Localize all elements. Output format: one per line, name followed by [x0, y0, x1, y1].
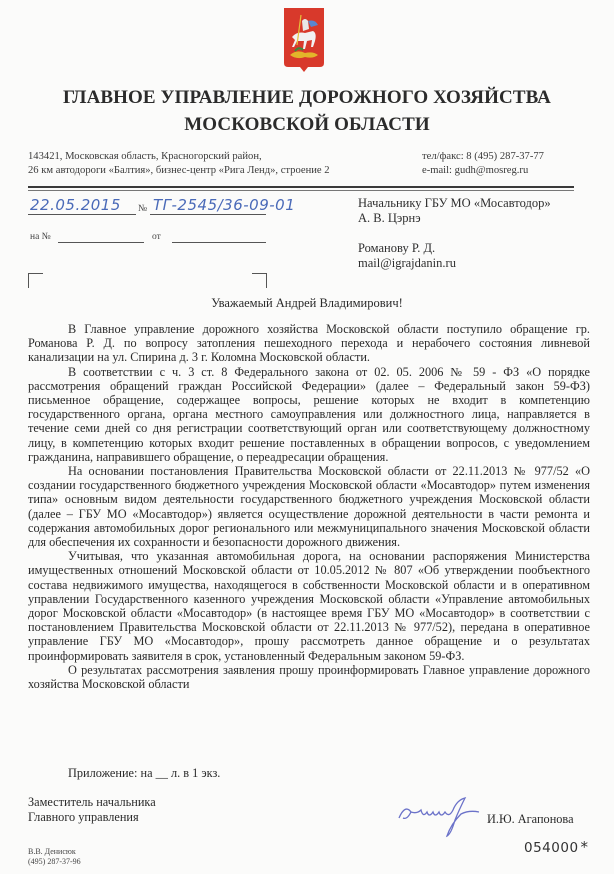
asterisk-icon: * [580, 838, 589, 856]
postal-address [28, 150, 330, 177]
handwritten-outgoing-number: ТГ-2545/36-09-01 [153, 196, 296, 214]
executor-info [28, 847, 81, 867]
contact-info [422, 150, 544, 177]
paragraph-5: О результатах рассмотрения заявления прошу проинформировать Главное управление дорожного хозяйства Московской области [28, 662, 590, 692]
attachment-note: Приложение: на __ л. в 1 экз. [68, 766, 221, 780]
paragraph-4: Учитывая, что указанная автомобильная дорога, на основании распоряжения Министерства имущественных отношений Московской области от 10.05.2012 № 807 «Об утверждении пообъектного состава недвижимого имущества, находящегося в собственности Московской области и в оперативном управлении Государственного казенного учреждения Московской области «Управление автомобильных дорог Московской области «Мосавтодор» (в настоящее время ГБУ МО «Мосавтодор» в соответствии с постановлением Правительства Московской области от 22.11.2013 № 977/52), передана в оперативное управление ГБУ МО «Мосавтодор», прошу рассмотреть данное обращение и о результатах проинформировать заявителя в срок, установленный Федеральным законом 59-ФЗ. [28, 549, 590, 663]
salutation: Уважаемый Андрей Владимирович! [211, 296, 403, 310]
phone-fax: тел/факс: 8 (495) 287-37-77 [422, 151, 544, 162]
executor-name: В.В. Денисюк [28, 847, 76, 856]
register-code [524, 838, 589, 856]
paragraph-1: В Главное управление дорожного хозяйства Московской области поступило обращение гр. Романова Р. Д. по вопросу затопления пешеходного перехода и нерабочего состояния ливневой канализации на ул. Спирина д. 3 г. Коломна Московской области. [28, 322, 590, 365]
signer-name: И.Ю. Агапонова [487, 812, 574, 826]
address-line2: 26 км автодороги «Балтия», бизнес-центр «Рига Ленд», строение 2 [28, 164, 330, 176]
letter-body [28, 322, 590, 691]
reference-number-label: на № [30, 232, 51, 242]
recipient-block-1 [358, 196, 551, 226]
number-underline [150, 214, 266, 215]
address-corner-left [28, 273, 43, 288]
applicant-email: mail@igrajdanin.ru [358, 256, 456, 270]
signer-position-line1: Заместитель начальника [28, 795, 156, 809]
signer-position-line2: Главного управления [28, 810, 139, 824]
recipient-block-2 [358, 241, 456, 271]
email-address: e-mail: gudh@mosreg.ru [422, 164, 529, 176]
address-line1: 143421, Московская область, Красногорский район, [28, 151, 262, 162]
organization-title-line1: ГЛАВНОЕ УПРАВЛЕНИЕ ДОРОЖНОГО ХОЗЯЙСТВА [62, 87, 551, 108]
date-underline [28, 214, 136, 215]
handwritten-date: 22.05.2015 [30, 196, 121, 214]
recipient-title: Начальнику ГБУ МО «Мосавтодор» [358, 196, 551, 210]
reference-date-label: от [152, 232, 161, 242]
number-label: № [138, 204, 148, 214]
paragraph-2: В соответствии с ч. 3 ст. 8 Федерального закона от 02. 05. 2006 № 59 - ФЗ «О порядке рассмотрения обращений граждан Российской Федерации» (далее – Федеральный закон 59-ФЗ) письменное обращение, содержащее вопросы, решение которых не входит в компетенцию государственного органа, органа местного самоуправления или должностного лица, направляется в течение семи дней со дня регистрации соответствующий орган или соответствующему должностному лицу, в компетенцию которых входит решение поставленных в обращении вопросов, с уведомлением гражданина, направившего обращение, о переадресации обращения. [28, 364, 590, 464]
applicant-name: Романову Р. Д. [358, 241, 436, 255]
register-code-number: 054000 [524, 840, 579, 856]
executor-phone: (495) 287-37-96 [28, 857, 81, 866]
reference-number-blank [58, 242, 144, 243]
header-divider-thick [28, 186, 574, 188]
paragraph-3: На основании постановления Правительства Московской области от 22.11.2013 № 977/52 «О создании государственного бюджетного учреждения Московской области «Мосавтодор» путем изменения типа» основным видом деятельности государственного бюджетного учреждения Московской области (далее – ГБУ МО «Мосавтодор») является осуществление дорожной деятельности в части ремонта и содержания автомобильных дорог регионального или межмуниципального значения Московской области для обеспечения их сохранности и безопасности дорожного движения. [28, 464, 590, 550]
address-corner-right [252, 273, 267, 288]
header-divider-thin [28, 190, 574, 191]
handwritten-signature-icon [395, 790, 495, 840]
recipient-name: А. В. Цэрнэ [358, 211, 421, 225]
reference-date-blank [172, 242, 266, 243]
signer-position [28, 795, 156, 825]
organization-title-line2: МОСКОВСКОЙ ОБЛАСТИ [184, 114, 430, 135]
coat-of-arms-icon [283, 7, 325, 73]
